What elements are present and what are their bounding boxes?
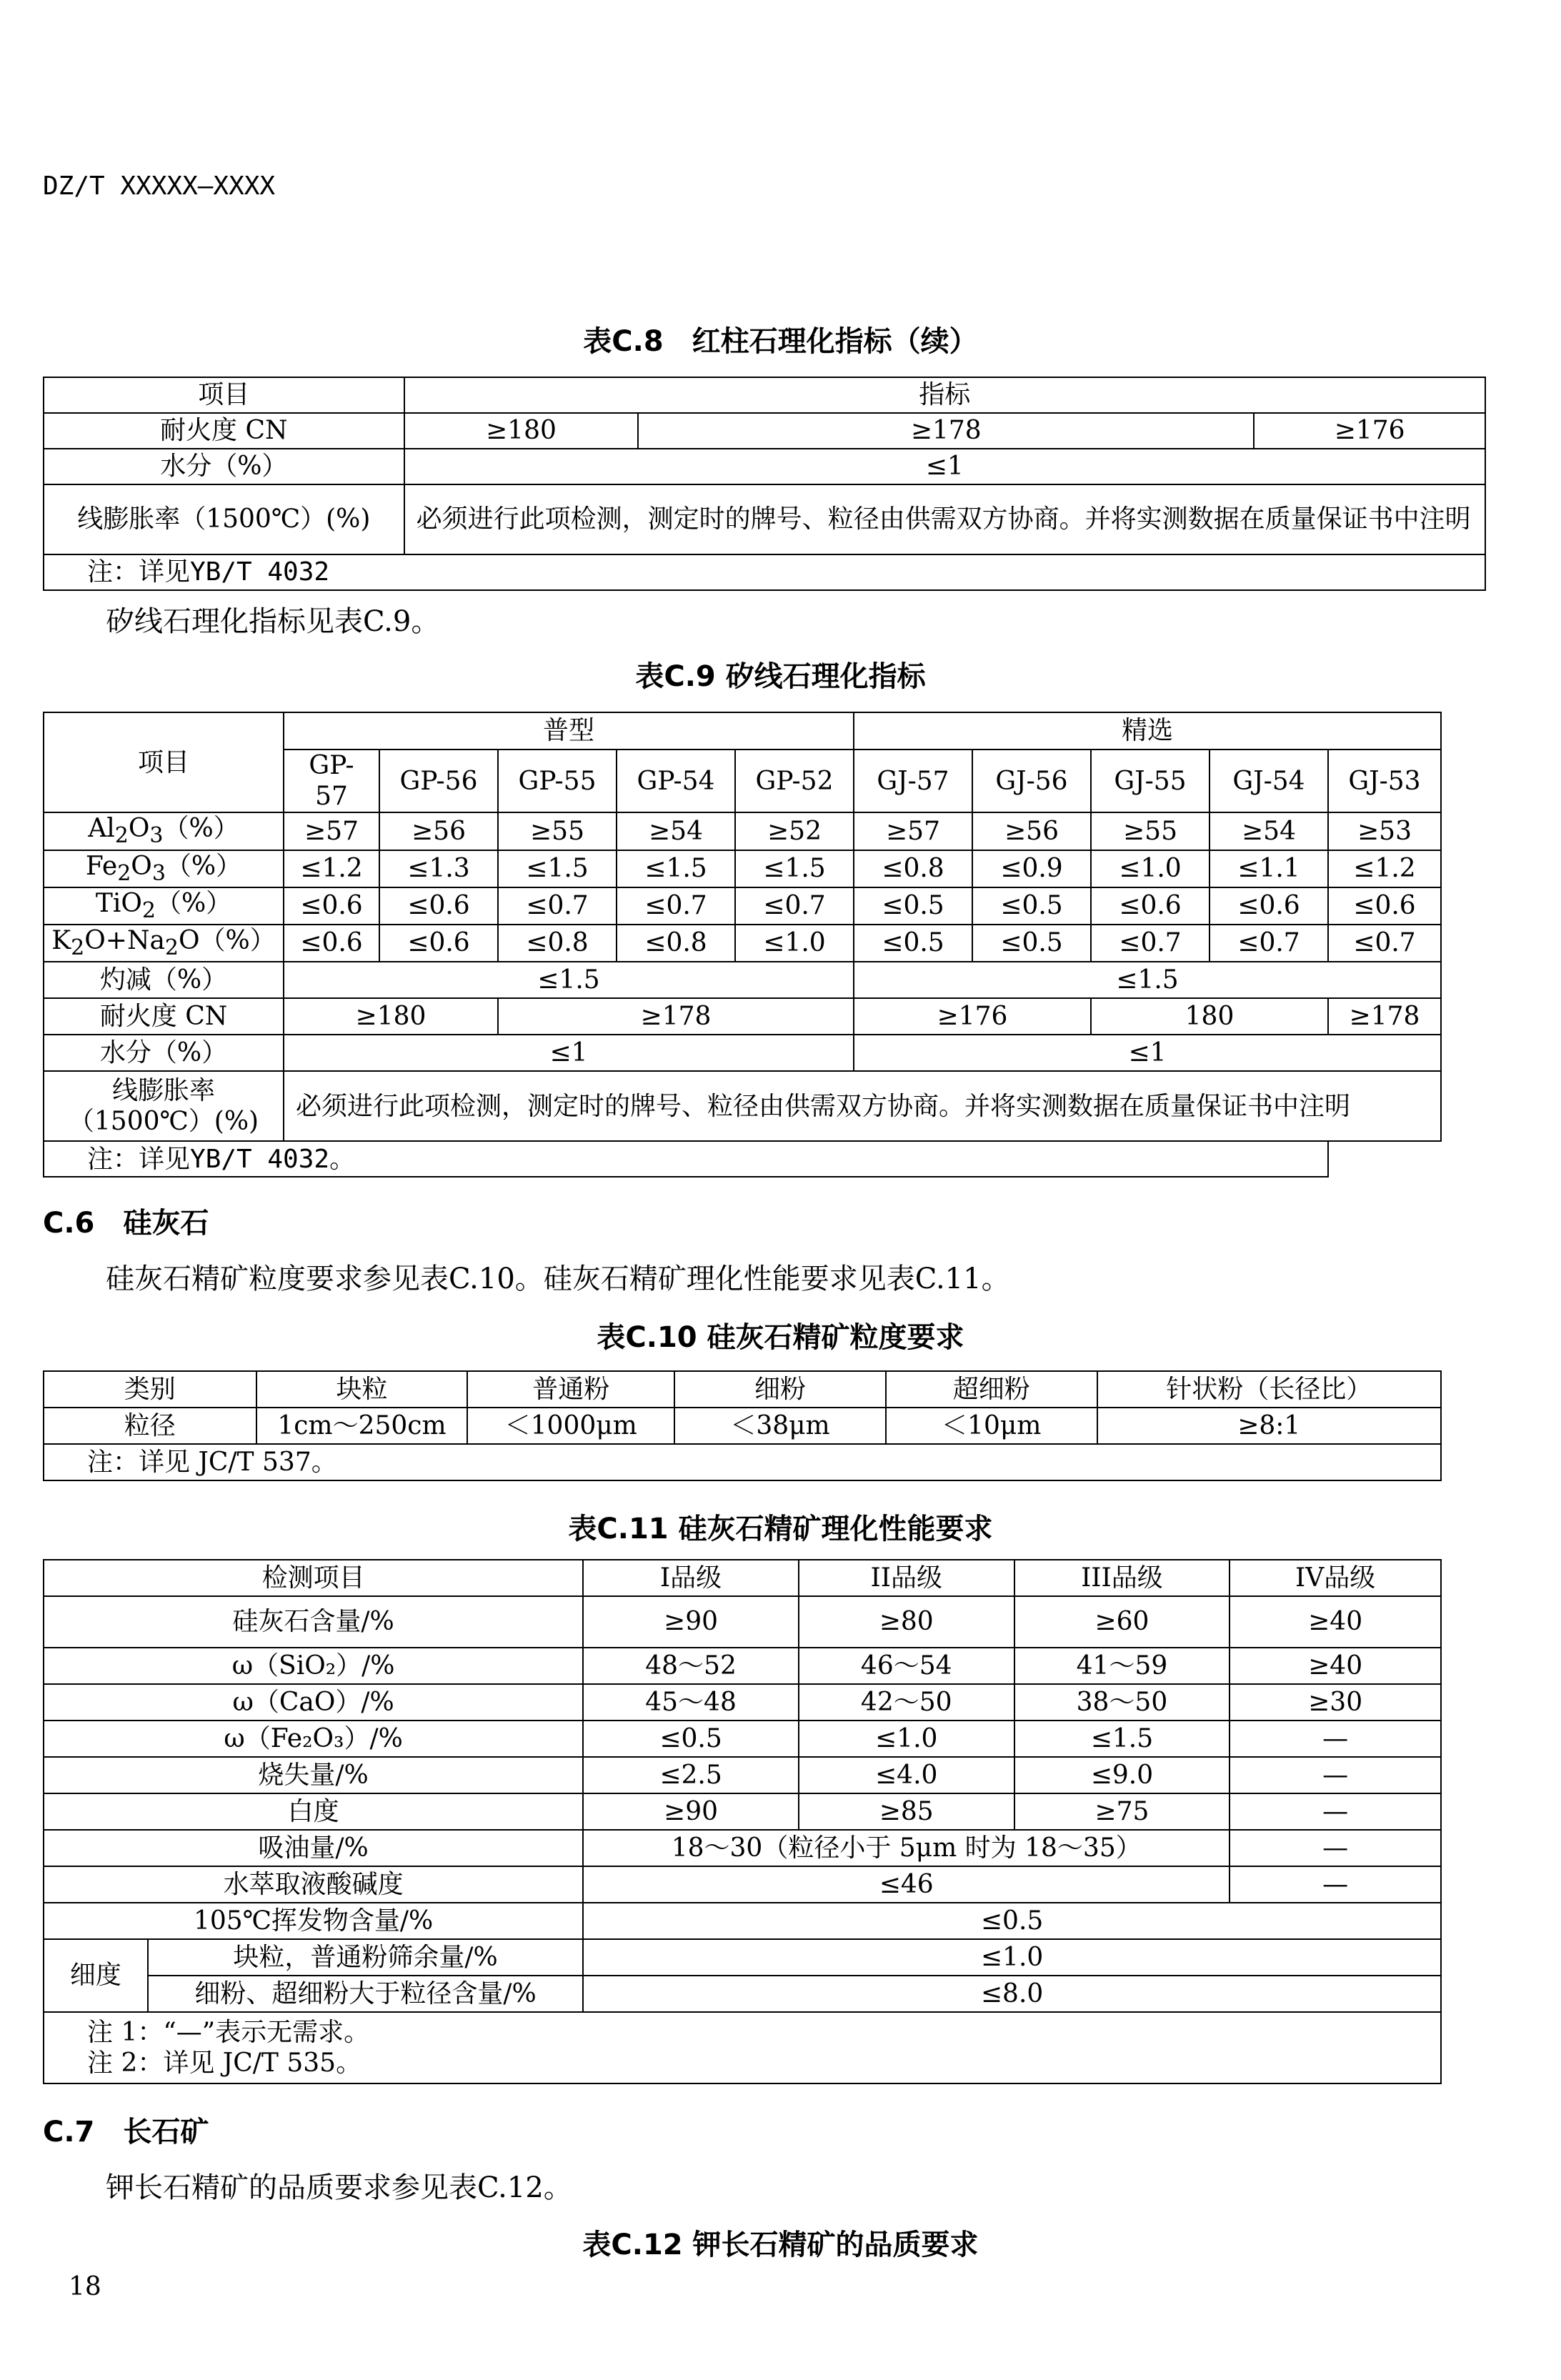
row-label: ω（SiO₂）/%: [44, 1648, 583, 1684]
cell: ≤0.6: [379, 925, 498, 962]
group-selected: 精选: [854, 712, 1441, 750]
cell: ≤46: [583, 1866, 1230, 1903]
cell: ≤1.0: [799, 1721, 1014, 1757]
cell: ≤0.5: [583, 1721, 799, 1757]
row-label: 灼减（%）: [44, 962, 284, 998]
cell: ≤1.3: [379, 850, 498, 887]
cell: ≤1.2: [1328, 850, 1441, 887]
cell: 18～30（粒径小于 5μm 时为 18～35）: [583, 1830, 1230, 1866]
cell: ≥54: [1210, 812, 1328, 850]
grade: GP-57: [284, 750, 379, 812]
row-label: ω（CaO）/%: [44, 1684, 583, 1721]
cell: ≥180: [284, 998, 498, 1035]
cell: ≤0.6: [1091, 887, 1210, 925]
cell: ≤1.5: [1014, 1721, 1230, 1757]
cell: 42～50: [799, 1684, 1014, 1721]
cell: ≤0.5: [854, 887, 972, 925]
cell: ≥56: [379, 812, 498, 850]
cell: ≥55: [498, 812, 617, 850]
table-row: [44, 812, 1441, 850]
cell: ≥178: [1328, 998, 1441, 1035]
row-label: 硅灰石含量/%: [44, 1596, 583, 1648]
table-row: [44, 887, 1441, 925]
col-item: 项目: [44, 712, 284, 812]
cell: 必须进行此项检测，测定时的牌号、粒径由供需双方协商。并将实测数据在质量保证书中注明: [404, 484, 1485, 554]
cell: ≥178: [498, 998, 854, 1035]
table-c11-title: 表C.11 硅灰石精矿理化性能要求: [568, 1513, 993, 1545]
page-number: 18: [69, 2272, 101, 2301]
cell: 46～54: [799, 1648, 1014, 1684]
grade: GJ-53: [1328, 750, 1441, 812]
cell: ≤0.7: [1328, 925, 1441, 962]
cell: ≤0.6: [1210, 887, 1328, 925]
table-c10: [43, 1370, 1442, 1481]
grade: GP-56: [379, 750, 498, 812]
doc-header: DZ/T XXXXX—XXXX: [43, 171, 276, 201]
table-row: [44, 1648, 1441, 1684]
row-label: TiO$_2$（%）: [44, 887, 284, 925]
cell: ≤0.6: [284, 925, 379, 962]
cell: ≥53: [1328, 812, 1441, 850]
cell: ＜1000μm: [467, 1408, 674, 1444]
row-label: 105℃挥发物含量/%: [44, 1903, 583, 1939]
table-row: [44, 925, 1441, 962]
cell: ≥8:1: [1097, 1408, 1441, 1444]
grade: GP-52: [735, 750, 854, 812]
cell: ≤0.5: [854, 925, 972, 962]
row-label: ω（Fe₂O₃）/%: [44, 1721, 583, 1757]
table-note: 注 1：“—”表示无需求。 注 2：详见 JC/T 535。: [44, 2012, 1441, 2083]
col-item: 项目: [44, 377, 404, 413]
cell: ≥176: [854, 998, 1091, 1035]
col-header: I品级: [583, 1560, 799, 1596]
cell: ≤1.0: [1091, 850, 1210, 887]
cell: ≥75: [1014, 1793, 1230, 1830]
cell: ≤0.8: [617, 925, 735, 962]
cell: ≤0.7: [498, 887, 617, 925]
cell: ≤0.7: [617, 887, 735, 925]
cell: ≤0.5: [972, 887, 1091, 925]
cell: 45～48: [583, 1684, 799, 1721]
row-label: 白度: [44, 1793, 583, 1830]
grade: GJ-56: [972, 750, 1091, 812]
cell: 180: [1091, 998, 1328, 1035]
col-index: 指标: [404, 377, 1485, 413]
cell: 粒径: [44, 1408, 256, 1444]
table-note: 注：详见 JC/T 537。: [44, 1444, 1441, 1480]
cell: ≤1.2: [284, 850, 379, 887]
grade: GP-55: [498, 750, 617, 812]
col-header: 检测项目: [44, 1560, 583, 1596]
row-label: 细度: [44, 1939, 148, 2012]
cell: ≤0.6: [1328, 887, 1441, 925]
cell: ≤1.0: [735, 925, 854, 962]
grade: GP-54: [617, 750, 735, 812]
table-row: [44, 1757, 1441, 1793]
cell: ≤4.0: [799, 1757, 1014, 1793]
col-header: IV品级: [1230, 1560, 1441, 1596]
cell: ≥40: [1230, 1648, 1441, 1684]
cell: ≥176: [1254, 413, 1485, 449]
cell: ≤1.5: [284, 962, 854, 998]
cell: ≥56: [972, 812, 1091, 850]
cell: ≤1.1: [1210, 850, 1328, 887]
cell: ≥180: [404, 413, 639, 449]
cell: ≥52: [735, 812, 854, 850]
col-header: 超细粉: [886, 1371, 1097, 1408]
cell: ≤0.5: [972, 925, 1091, 962]
row-label: 水分（%）: [44, 1035, 284, 1071]
cell: —: [1230, 1830, 1441, 1866]
table-note: 注：详见YB/T 4032: [44, 554, 1485, 590]
cell: ≤0.9: [972, 850, 1091, 887]
paragraph: 矽线石理化指标见表C.9。: [106, 605, 440, 638]
grade: GJ-57: [854, 750, 972, 812]
cell: 1cm～250cm: [256, 1408, 468, 1444]
table-c9: [43, 712, 1442, 1177]
cell: —: [1230, 1721, 1441, 1757]
cell: ≤0.6: [379, 887, 498, 925]
cell: ≥80: [799, 1596, 1014, 1648]
cell: ＜10μm: [886, 1408, 1097, 1444]
cell: ≤1.0: [583, 1939, 1441, 1976]
cell: ≥30: [1230, 1684, 1441, 1721]
cell: ≥57: [854, 812, 972, 850]
col-header: 普通粉: [467, 1371, 674, 1408]
table-c12-title: 表C.12 钾长石精矿的品质要求: [582, 2229, 979, 2261]
cell: ≥85: [799, 1793, 1014, 1830]
cell: 38～50: [1014, 1684, 1230, 1721]
table-row: [44, 1596, 1441, 1648]
grade: GJ-54: [1210, 750, 1328, 812]
section-heading: C.6 硅灰石: [43, 1207, 209, 1240]
col-header: 针状粉（长径比）: [1097, 1371, 1441, 1408]
cell: 必须进行此项检测，测定时的牌号、粒径由供需双方协商。并将实测数据在质量保证书中注明: [284, 1071, 1441, 1141]
cell: ≤8.0: [583, 1976, 1441, 2012]
cell: 线膨胀率（1500℃）(%): [44, 484, 404, 554]
cell: ≥90: [583, 1596, 799, 1648]
paragraph: 硅灰石精矿粒度要求参见表C.10。硅灰石精矿理化性能要求见表C.11。: [106, 1263, 1010, 1295]
cell: ≤1.5: [617, 850, 735, 887]
cell: —: [1230, 1793, 1441, 1830]
table-row: [44, 1721, 1441, 1757]
cell: ≤0.5: [583, 1903, 1441, 1939]
row-label: 烧失量/%: [44, 1757, 583, 1793]
cell: 41～59: [1014, 1648, 1230, 1684]
cell: ≥178: [638, 413, 1254, 449]
cell: ≤2.5: [583, 1757, 799, 1793]
grade: GJ-55: [1091, 750, 1210, 812]
table-c11: [43, 1559, 1442, 2084]
cell: ≤0.8: [854, 850, 972, 887]
cell: ≤1.5: [498, 850, 617, 887]
col-header: 块粒: [256, 1371, 468, 1408]
cell: ≤1: [404, 449, 1485, 484]
cell: ≥54: [617, 812, 735, 850]
cell: ≤0.8: [498, 925, 617, 962]
cell: —: [1230, 1866, 1441, 1903]
table-c10-title: 表C.10 硅灰石精矿粒度要求: [597, 1321, 964, 1354]
cell: ≤1.5: [735, 850, 854, 887]
paragraph: 钾长石精矿的品质要求参见表C.12。: [106, 2171, 572, 2204]
col-header: 细粉: [674, 1371, 886, 1408]
table-c9-title: 表C.9 矽线石理化指标: [635, 660, 926, 693]
cell: 耐火度 CN: [44, 413, 404, 449]
row-label: $K_2O+Na_2O(\%)$: [44, 925, 284, 962]
row-label: $Al_2O_3(\%)$: [44, 812, 284, 850]
cell: ≥40: [1230, 1596, 1441, 1648]
cell: 48～52: [583, 1648, 799, 1684]
table-c8-title: 表C.8 红柱石理化指标（续）: [583, 325, 978, 358]
cell: ≤1: [284, 1035, 854, 1071]
cell: ≥90: [583, 1793, 799, 1830]
cell: —: [1230, 1757, 1441, 1793]
cell: 水分（%）: [44, 449, 404, 484]
col-header: 类别: [44, 1371, 256, 1408]
cell: ≤0.7: [1091, 925, 1210, 962]
section-heading: C.7 长石矿: [43, 2116, 209, 2149]
cell: ≤1.5: [854, 962, 1441, 998]
cell: ≥55: [1091, 812, 1210, 850]
cell: ≥60: [1014, 1596, 1230, 1648]
row-label: 耐火度 CN: [44, 998, 284, 1035]
cell: ≤9.0: [1014, 1757, 1230, 1793]
cell: ≤0.7: [1210, 925, 1328, 962]
table-row: [44, 1793, 1441, 1830]
row-label: 细粉、超细粉大于粒径含量/%: [148, 1976, 583, 2012]
group-standard: 普型: [284, 712, 854, 750]
row-label: 块粒，普通粉筛余量/%: [148, 1939, 583, 1976]
row-label: 吸油量/%: [44, 1830, 583, 1866]
table-c8: [43, 377, 1486, 591]
cell: ≥57: [284, 812, 379, 850]
row-label: 线膨胀率 （1500℃）(%): [44, 1071, 284, 1141]
table-note: 注：详见YB/T 4032。: [44, 1141, 1328, 1177]
table-row: [44, 850, 1441, 887]
col-header: II品级: [799, 1560, 1014, 1596]
cell: ≤0.6: [284, 887, 379, 925]
table-row: [44, 1684, 1441, 1721]
cell: ≤1: [854, 1035, 1441, 1071]
cell: ≤0.7: [735, 887, 854, 925]
row-label: 水萃取液酸碱度: [44, 1866, 583, 1903]
row-label: $Fe_2O_3(\%)$: [44, 850, 284, 887]
col-header: III品级: [1014, 1560, 1230, 1596]
cell: ＜38μm: [674, 1408, 886, 1444]
